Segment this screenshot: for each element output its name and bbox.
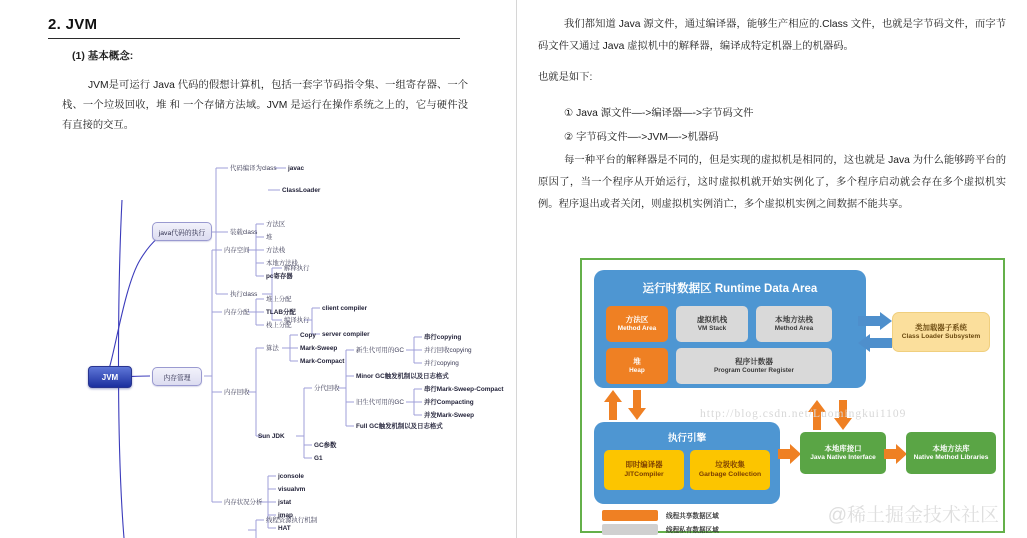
mindmap-node-tlab-allocation[interactable]: TLAB分配 — [266, 309, 296, 316]
right-paragraph-2: 也就是如下: — [538, 72, 593, 83]
right-list-item-2: ② 字节码文件—->JVM—->机器码 — [564, 132, 719, 143]
mindmap-node-javac[interactable]: javac — [288, 165, 304, 172]
pc-register-cell — [676, 348, 832, 384]
execution-engine-title: 执行引擎 — [667, 433, 707, 444]
mindmap-node-concurrent-mark-sweep[interactable]: 并发Mark-Sweep — [424, 412, 475, 419]
mindmap-node-compile-to-class[interactable]: 代码编译为class — [230, 165, 277, 172]
mindmap-node-memory-space[interactable]: 内存空间 — [224, 247, 250, 254]
mindmap-node-generational-gc[interactable]: 分代回收 — [314, 385, 340, 392]
vm-stack-cell — [676, 306, 748, 342]
runtime-data-area-title: 运行时数据区 Runtime Data Area — [642, 283, 818, 295]
mindmap-node-algo-mark-compact[interactable]: Mark-Compact — [300, 358, 345, 365]
engine-to-jni-arrow — [778, 444, 802, 464]
mindmap-root-node[interactable]: JVM — [88, 366, 132, 388]
mindmap-node-classloader[interactable]: ClassLoader — [282, 187, 321, 194]
native-method-stack-cn: 本地方法栈 — [775, 314, 813, 324]
mindmap-node-thread-resource-mechanism[interactable]: 线程资源执行机制 — [266, 517, 318, 524]
heap-en: Heap — [629, 366, 645, 374]
class-loader-cn: 类加载器子系统 — [915, 322, 967, 332]
class-loader-arrows — [858, 312, 902, 358]
mindmap-node-full-gc[interactable]: Full GC触发机制以及日志格式 — [356, 423, 443, 430]
mindmap-node-memory-analysis[interactable]: 内存状况分析 — [224, 499, 263, 506]
mindmap-node-algo-mark-sweep[interactable]: Mark-Sweep — [300, 345, 338, 352]
mindmap-node-load-class[interactable]: 装载class — [230, 229, 258, 236]
jit-compiler-en: JITCompiler — [624, 471, 664, 479]
mindmap-node-stack-allocation[interactable]: 栈上分配 — [266, 322, 292, 329]
runtime-data-area-box — [594, 270, 866, 388]
mindmap-node-method-area[interactable]: 方法区 — [266, 221, 286, 228]
native-libs-en: Native Method Libraries — [913, 453, 989, 461]
jni-cn: 本地库接口 — [824, 443, 862, 453]
mindmap-node-execute-class[interactable]: 执行class — [230, 291, 258, 298]
mindmap-node-jmap[interactable]: jmap — [278, 512, 293, 519]
jni-en: Java Native Interface — [810, 453, 876, 461]
class-loader-subsystem-box — [892, 312, 990, 352]
mindmap-node-minor-gc[interactable]: Minor GC触发机制以及日志格式 — [356, 373, 449, 380]
mindmap-branch-java-execution[interactable]: java代码的执行 — [152, 222, 212, 241]
legend-swatch-shared — [602, 510, 658, 521]
legend-swatch-private — [602, 524, 658, 535]
jvm-mindmap — [0, 140, 516, 538]
mindmap-node-gc-parameters[interactable]: GC参数 — [314, 442, 337, 449]
mindmap-node-algo-copy[interactable]: Copy — [300, 332, 316, 339]
mindmap-node-heap-allocation[interactable]: 堆上分配 — [266, 296, 292, 303]
pc-register-en: Program Counter Register — [714, 366, 794, 374]
mindmap-node-parallel-copying[interactable]: 并行copying — [424, 360, 459, 367]
native-method-stack-cell — [756, 306, 832, 342]
column-divider — [516, 0, 517, 538]
garbage-collection-cn: 垃圾收集 — [715, 460, 745, 470]
pc-register-cn: 程序计数器 — [735, 356, 773, 366]
runtime-exec-arrows — [604, 390, 650, 422]
mindmap-node-g1[interactable]: G1 — [314, 455, 323, 462]
method-area-en: Method Area — [617, 324, 657, 332]
mindmap-node-parallel-recovery-copying[interactable]: 并行回收copying — [424, 347, 472, 354]
garbage-collection-cell — [690, 450, 770, 490]
jni-to-native-libs-arrow — [884, 444, 908, 464]
right-column — [520, 0, 1027, 538]
native-method-stack-en: Method Area — [774, 324, 814, 332]
right-paragraph-3-text: 每一种平台的解释器是不同的，但是实现的虚拟机是相同的，这也就是 Java 为什么能够跨平台的原因了，当一个程序从开始运行，这时虚拟机就开始实例化了，多个程序启动就会存在多个虚拟机实例。程序退出或者关闭，则虚拟机实例消亡，多个虚拟机实例之间数据不能共享。 — [538, 155, 1006, 210]
vm-stack-cn: 虚拟机栈 — [696, 314, 728, 324]
mindmap-node-parallel-compacting[interactable]: 并行Compacting — [424, 399, 474, 406]
right-paragraph-3 — [538, 150, 1006, 216]
mindmap-node-memory-reclaim[interactable]: 内存回收 — [224, 389, 250, 396]
mindmap-node-young-gen-gc[interactable]: 新生代可用的GC — [356, 347, 404, 354]
section-heading: 2. JVM — [48, 16, 460, 39]
execution-engine-box — [594, 422, 780, 504]
mindmap-node-old-gen-gc[interactable]: 旧生代可用的GC — [356, 399, 404, 406]
mindmap-node-native-method-stack[interactable]: 本地方法栈 — [266, 260, 298, 267]
mindmap-branch-memory-management[interactable]: 内存管理 — [152, 367, 202, 386]
mindmap-node-pc-register[interactable]: pc寄存器 — [266, 273, 293, 280]
mindmap-node-client-compiler[interactable]: client compiler — [322, 305, 368, 312]
heap-cn: 堆 — [633, 356, 641, 366]
mindmap-node-sun-jdk[interactable]: Sun JDK — [258, 433, 285, 440]
method-area-cn: 方法区 — [625, 314, 649, 324]
method-area-cell — [606, 306, 668, 342]
subsection-label: (1) 基本概念: — [72, 50, 134, 62]
class-loader-en: Class Loader Subsystem — [901, 332, 981, 340]
left-paragraph-text: JVM是可运行 Java 代码的假想计算机，包括一套字节码指令集、一组寄存器、一个栈、一个垃圾回收，堆 和 一个存储方法域。JVM 是运行在操作系统之上的，它与硬件没有直接的交互。 — [62, 80, 468, 131]
right-list-item-1: ① Java 源文件—->编译器—->字节码文件 — [564, 108, 754, 119]
mindmap-node-interpreted-execution[interactable]: 解释执行 — [284, 265, 310, 272]
mindmap-node-serial-copying[interactable]: 串行copying — [424, 334, 462, 341]
jit-compiler-cell — [604, 450, 684, 490]
vm-stack-en: VM Stack — [697, 324, 727, 332]
mindmap-node-jstat[interactable]: jstat — [278, 499, 292, 506]
heap-cell — [606, 348, 668, 384]
java-native-interface-box — [800, 432, 886, 474]
native-method-libraries-box — [906, 432, 996, 474]
mindmap-node-heap[interactable]: 堆 — [266, 234, 273, 241]
watermark-url: http://blog.csdn.net/Luomingkui1109 — [700, 408, 907, 420]
mindmap-node-jconsole[interactable]: jconsole — [278, 473, 304, 480]
mindmap-node-memory-allocation[interactable]: 内存分配 — [224, 309, 250, 316]
jit-compiler-cn: 即时编译器 — [625, 460, 663, 470]
native-libs-cn: 本地方法库 — [932, 443, 970, 453]
mindmap-node-visualvm[interactable]: visualvm — [278, 486, 306, 493]
mindmap-node-server-compiler[interactable]: server compiler — [322, 331, 370, 338]
right-paragraph-1-text: 我们都知道 Java 源文件，通过编译器，能够生产相应的.Class 文件，也就是字节码文件，而字节码文件又通过 Java 虚拟机中的解释器，编译成特定机器上的机器码。 — [538, 19, 1006, 52]
left-paragraph — [62, 76, 468, 136]
legend-label-shared: 线程共享数据区域 — [666, 513, 719, 520]
mindmap-node-serial-mark-sweep-compact[interactable]: 串行Mark-Sweep-Compact — [424, 386, 504, 393]
mindmap-node-algorithm[interactable]: 算法 — [266, 345, 279, 352]
watermark-brand: @稀土掘金技术社区 — [827, 505, 999, 526]
mindmap-node-hat[interactable]: HAT — [278, 525, 291, 532]
mindmap-node-compiled-execution[interactable]: 编译执行 — [284, 317, 310, 324]
right-paragraph-1 — [538, 14, 1006, 58]
legend-label-private: 线程私有数据区域 — [666, 527, 719, 534]
mindmap-node-method-stack[interactable]: 方法栈 — [266, 247, 286, 254]
garbage-collection-en: Garbage Collection — [698, 471, 762, 479]
jvm-architecture-diagram — [580, 258, 1005, 533]
